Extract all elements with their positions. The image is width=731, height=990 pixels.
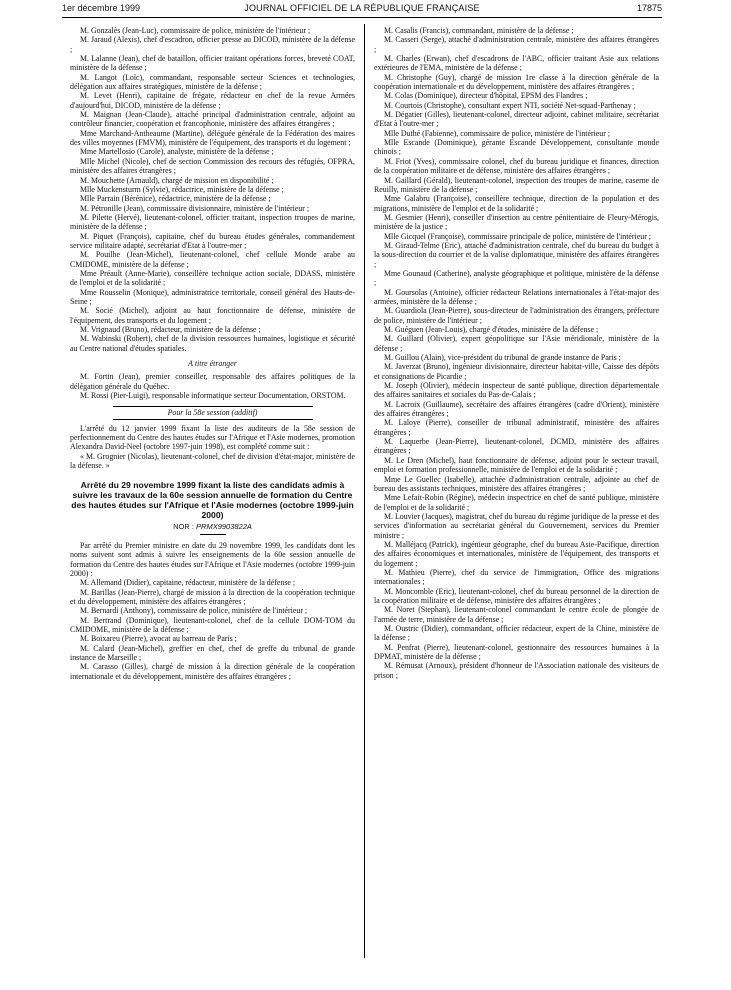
- list-item: M. Pouilhe (Jean-Michel), lieutenant-colonel, chef cellule Monde arabe au CMIDOME, ministère de la défense ;: [70, 250, 355, 269]
- list-item: M. Socié (Michel), adjoint au haut fonctionnaire de défense, ministère de l'équipement, des transports et du logement ;: [70, 306, 355, 325]
- list-item: M. Louvier (Jacques), magistrat, chef du bureau du régime juridique de la presse et des services d'information au secrétariat général du Gouvernement, services du Premier ministre ;: [374, 511, 659, 540]
- list-item: Mme Rousselin (Monique), administratrice territoriale, conseil général des Hauts-de-Seine ;: [70, 287, 355, 306]
- list-item: M. Wabinski (Robert), chef de la division ressources humaines, logistique et sécurité au Centre national d'études spatiales.: [70, 334, 355, 353]
- list-item: M. Giraud-Telme (Eric), attaché d'administration centrale, chef du bureau du budget à la sous-direction du courrier et de la valise diplomatique, ministère des affaires étrangères ;: [374, 240, 659, 269]
- list-item: M. Pilette (Hervé), lieutenant-colonel, officier traitant, inspection troupes de marine, ministère de la défense ;: [70, 212, 355, 232]
- session-paragraph: L'arrêté du 12 janvier 1999 fixant la liste des auditeurs de la 58e session de perfectionnement du Centre des hautes études sur l'Afrique et l'Asie modernes, promotion Alexandra David-Neel (octobre 1997-juin 1998), est complété comme suit :: [70, 423, 355, 452]
- decree-paragraph: Par arrêté du Premier ministre en date du 29 novembre 1999, les candidats dont les noms suivent sont admis à suivre les enseignements de la 60e session annuelle de formation du Centre des hautes études sur l'Afrique et l'Asie modernes (octobre 1999-juin 2000) :: [70, 540, 355, 578]
- entry-list-a: [70, 26, 355, 353]
- journal-title: JOURNAL OFFICIEL DE LA RÉPUBLIQUE FRANÇAISE: [244, 3, 480, 13]
- list-item: Mme Préault (Anne-Marie), conseillère technique action sociale, DDASS, ministère de l'emploi et de la solidarité ;: [70, 268, 355, 288]
- header-rule: [62, 17, 662, 18]
- list-item: M. Friot (Yves), commissaire colonel, chef du bureau juridique et finances, direction de la coopération militaire et de défense, ministère des affaires étrangères ;: [374, 156, 659, 176]
- list-item: M. Boixareu (Pierre), avocat au barreau de Paris ;: [80, 634, 237, 644]
- list-item: M. Lacroix (Guillaume), secrétaire des affaires étrangères (cadre d'Orient), ministère des affaires étrangères ;: [374, 399, 659, 419]
- list-item: M. Guardiola (Jean-Pierre), sous-directeur de l'administration des étrangers, préfecture de police, ministère de l'intérieur ;: [374, 306, 659, 325]
- list-item: M. Bertrand (Dominique), lieutenant-colonel, chef de la cellule DOM-TOM du CMIDOME, ministère de la défense ;: [70, 615, 355, 634]
- list-item: Mlle Muckensturm (Sylvie), rédactrice, ministère de la défense ;: [80, 184, 284, 194]
- page-number: 17875: [636, 3, 662, 13]
- nor-reference: [70, 522, 355, 534]
- right-column: [374, 26, 659, 956]
- list-item: M. Piquet (François), capitaine, chef du bureau études générales, commandement service militaire adapté, secrétariat d'Etat à l'outre-mer ;: [70, 231, 355, 250]
- list-item: Mlle Escande (Dominique), gérante Escande Développement, consultante monde chinois ;: [374, 138, 659, 157]
- list-item: Mme Martellosio (Carole), analyste, ministère de la défense ;: [80, 147, 274, 157]
- list-item: M. Rossi (Pier-Luigi), responsable informatique secteur Documentation, ORSTOM.: [80, 391, 346, 401]
- list-item: Mlle Michel (Nicole), chef de section Commission des recours des réfugiés, OFPRA, ministère des affaires étrangères ;: [70, 156, 355, 176]
- list-item: M. Penfrat (Pierre), lieutenant-colonel, gestionnaire des ressources humaines à la DPMAT, ministère de la défense ;: [374, 642, 659, 662]
- list-item: Mlle Gicquel (Françoise), commissaire principale de police, ministère de l'intérieur ;: [384, 231, 651, 241]
- left-column: [70, 26, 355, 956]
- list-item: M. Joseph (Olivier), médecin inspecteur de santé publique, direction départementale des affaires sanitaires et sociales du Pas-de-Calais ;: [374, 381, 659, 400]
- list-item: M. Christophe (Guy), chargé de mission 1re classe à la direction générale de la coopération internationale et du développement, ministère des affaires étrangères ;: [374, 72, 659, 92]
- entry-list-c: [70, 578, 355, 681]
- list-item: M. Bernardi (Anthony), commissaire de police, ministère de l'intérieur ;: [80, 606, 308, 616]
- title-separator: [200, 534, 226, 535]
- list-item: M. Casalis (Francis), commandant, ministère de la défense ;: [384, 26, 574, 35]
- list-item: Mlle Duthé (Fabienne), commissaire de police, ministère de l'intérieur ;: [384, 128, 611, 138]
- column-divider: [364, 24, 365, 958]
- section-subheading: A titre étranger: [188, 359, 237, 369]
- list-item: M. Barillas (Jean-Pierre), chargé de mission à la direction de la coopération technique et du développement, ministère des affaires étrangères ;: [70, 587, 355, 606]
- list-item: M. Pétronille (Jean), commissaire divisionnaire, ministère de l'intérieur ;: [80, 203, 310, 213]
- list-item: M. Dégatier (Gilles), lieutenant-colonel, directeur adjoint, cabinet militaire, secrétariat d'Etat à l'outre-mer ;: [374, 110, 659, 129]
- header-date: 1er décembre 1999: [62, 3, 141, 13]
- list-item: M. Gaillard (Gérald), lieutenant-colonel, inspection des troupes de marine, caserne de Reuilly, ministère de la défense ;: [374, 175, 659, 194]
- list-item: M. Laloye (Pierre), conseiller de tribunal administratif, ministère des affaires étrangères ;: [374, 418, 659, 437]
- list-item: M. Courtois (Christophe), consultant expert NTI, société Net-squad-Parthenay ;: [384, 100, 636, 110]
- list-item: M. Malléjacq (Patrick), ingénieur géographe, chef du bureau Asie-Pacifique, direction des affaires économiques et internationales, ministère de l'équipement, des transports et du logement ;: [374, 539, 659, 568]
- list-item: M. Jaraud (Alexis), chef d'escadron, officier presse au DICOD, ministère de la défense ;: [70, 35, 355, 54]
- list-item: M. Rémusat (Arnoux), président d'honneur de l'Association nationale des visiteurs de prison ;: [374, 661, 659, 680]
- list-item: M. Vrignaud (Bruno), rédacteur, ministère de la défense ;: [80, 325, 261, 334]
- list-item: M. Levet (Henri), capitaine de frégate, rédacteur en chef de la revue Armées d'aujourd'hui, DICOD, ministère de la défense ;: [70, 91, 355, 110]
- decree-title: Arrêté du 29 novembre 1999 fixant la liste des candidats admis à suivre les travaux de la 60e session annuelle de formation du Centre des hautes études sur l'Afrique et l'Asie modernes (octobre 1999-juin 2000): [71, 480, 354, 521]
- list-item: Mme Gounaud (Catherine), analyste géographique et politique, ministère de la défense ;: [374, 268, 659, 288]
- page-header: [62, 0, 662, 16]
- list-item: M. Allemand (Didier), capitaine, rédacteur, ministère de la défense ;: [80, 578, 296, 588]
- list-item: M. Guéguen (Jean-Louis), chargé d'études, ministère de la défense ;: [384, 325, 599, 334]
- list-item: M. Noret (Stephan), lieutenant-colonel commandant le centre école de plongée de l'armée de terre, ministère de la défense ;: [374, 605, 659, 624]
- list-item: M. Langot (Loïc), commandant, responsable secteur Sciences et technologies, délégation aux affaires stratégiques, ministère de la défense ;: [70, 72, 355, 92]
- nor-code: PRMX9903822A: [196, 522, 252, 532]
- list-item: Mme Marchand-Antheaume (Martine), déléguée générale de la Fédération des maires des villes moyennes (FMVM), ministère de l'équipement, des transports et du logement ;: [70, 128, 355, 148]
- list-item: M. Mathieu (Pierre), chef du service de l'immigration, Office des migrations internationales ;: [374, 567, 659, 587]
- list-item: Mme Galabru (Françoise), conseillère technique, direction de la population et des migrations, ministère de l'emploi et de la solidarité ;: [374, 194, 659, 213]
- list-item: Mme Le Guellec (Isabelle), attachée d'administration centrale, adjointe au chef de bureau des assistants techniques, ministère des affaires étrangères ;: [374, 474, 659, 493]
- list-item: M. Colas (Dominique), directeur d'hôpital, EPSM des Flandres ;: [384, 91, 588, 101]
- list-item: Mme Lefait-Robin (Régine), médecin inspectrice en chef de santé publique, ministère de l'emploi et de la solidarité ;: [374, 493, 659, 512]
- nor-label: NOR :: [173, 522, 194, 532]
- list-item: M. Fortin (Jean), premier conseiller, responsable des affaires politiques de la délégation générale du Québec.: [70, 372, 355, 391]
- list-item: M. Mouchette (Arnauld), chargé de mission en disponibilité ;: [80, 175, 274, 185]
- list-item: M. Carasso (Gilles), chargé de mission à la direction générale de la coopération internationale et du développement, ministère des affaires étrangères ;: [70, 662, 355, 681]
- session-quote: « M. Grognier (Nicolas), lieutenant-colonel, chef de division d'état-major, ministère de la défense. »: [70, 451, 355, 471]
- list-item: M. Guillou (Alain), vice-président du tribunal de grande instance de Paris ;: [384, 353, 621, 363]
- list-item: M. Gesmier (Henri), conseiller d'insertion au centre pénitentiaire de Fleury-Mérogis, ministère de la justice ;: [374, 212, 659, 232]
- list-item: M. Javerzat (Bruno), ingénieur divisionnaire, directeur habitat-ville, Caisse des dépôts et consignations de Picardie ;: [374, 362, 659, 381]
- list-item: M. Gonzalès (Jean-Luc), commissaire de police, ministère de l'intérieur ;: [80, 26, 311, 35]
- list-item: M. Casseri (Serge), attaché d'administration centrale, ministère des affaires étrangères ;: [374, 35, 659, 54]
- list-item: Mlle Parrain (Bérénice), rédactrice, ministère de la défense ;: [80, 194, 271, 204]
- list-item: M. Oustric (Didier), commandant, officier rédacteur, expert de la Chine, ministère de la défense ;: [374, 624, 659, 643]
- list-item: M. Moncomble (Eric), lieutenant-colonel, chef du bureau personnel de la direction de la coopération militaire et de défense, ministère des affaires étrangères ;: [374, 586, 659, 605]
- list-item: M. Calard (Jean-Michel), greffier en chef, chef de greffe du tribunal de grande instance de Marseille ;: [70, 643, 355, 662]
- list-item: M. Maignan (Jean-Claude), attaché principal d'administration centrale, adjoint au contrôleur financier, coopération et francophonie, ministère des affaires étrangères ;: [70, 110, 355, 129]
- session-heading: Pour la 58e session (additif): [113, 406, 313, 419]
- list-item: M. Lalanne (Jean), chef de bataillon, officier traitant opérations forces, breveté COAT, ministère de la défense ;: [70, 54, 355, 73]
- list-item: M. Charles (Erwan), chef d'escadrons de l'ABC, officier traitant Asie aux relations extérieures de l'EMA, ministère de la défense ;: [374, 54, 659, 73]
- list-item: M. Laquerbe (Jean-Pierre), lieutenant-colonel, DCMD, ministère des affaires étrangères ;: [374, 437, 659, 456]
- list-item: M. Guillard (Olivier), expert géopolitique sur l'Asie méridionale, ministère de la défense ;: [374, 334, 659, 353]
- list-item: M. Le Dren (Michel), haut fonctionnaire de défense, adjoint pour le secteur travail, emploi et formation professionnelle, ministère de l'emploi et de la solidarité ;: [374, 455, 659, 475]
- list-item: M. Goursolas (Antoine), officier rédacteur Relations internationales à l'état-major des armées, ministère de la défense ;: [374, 287, 659, 306]
